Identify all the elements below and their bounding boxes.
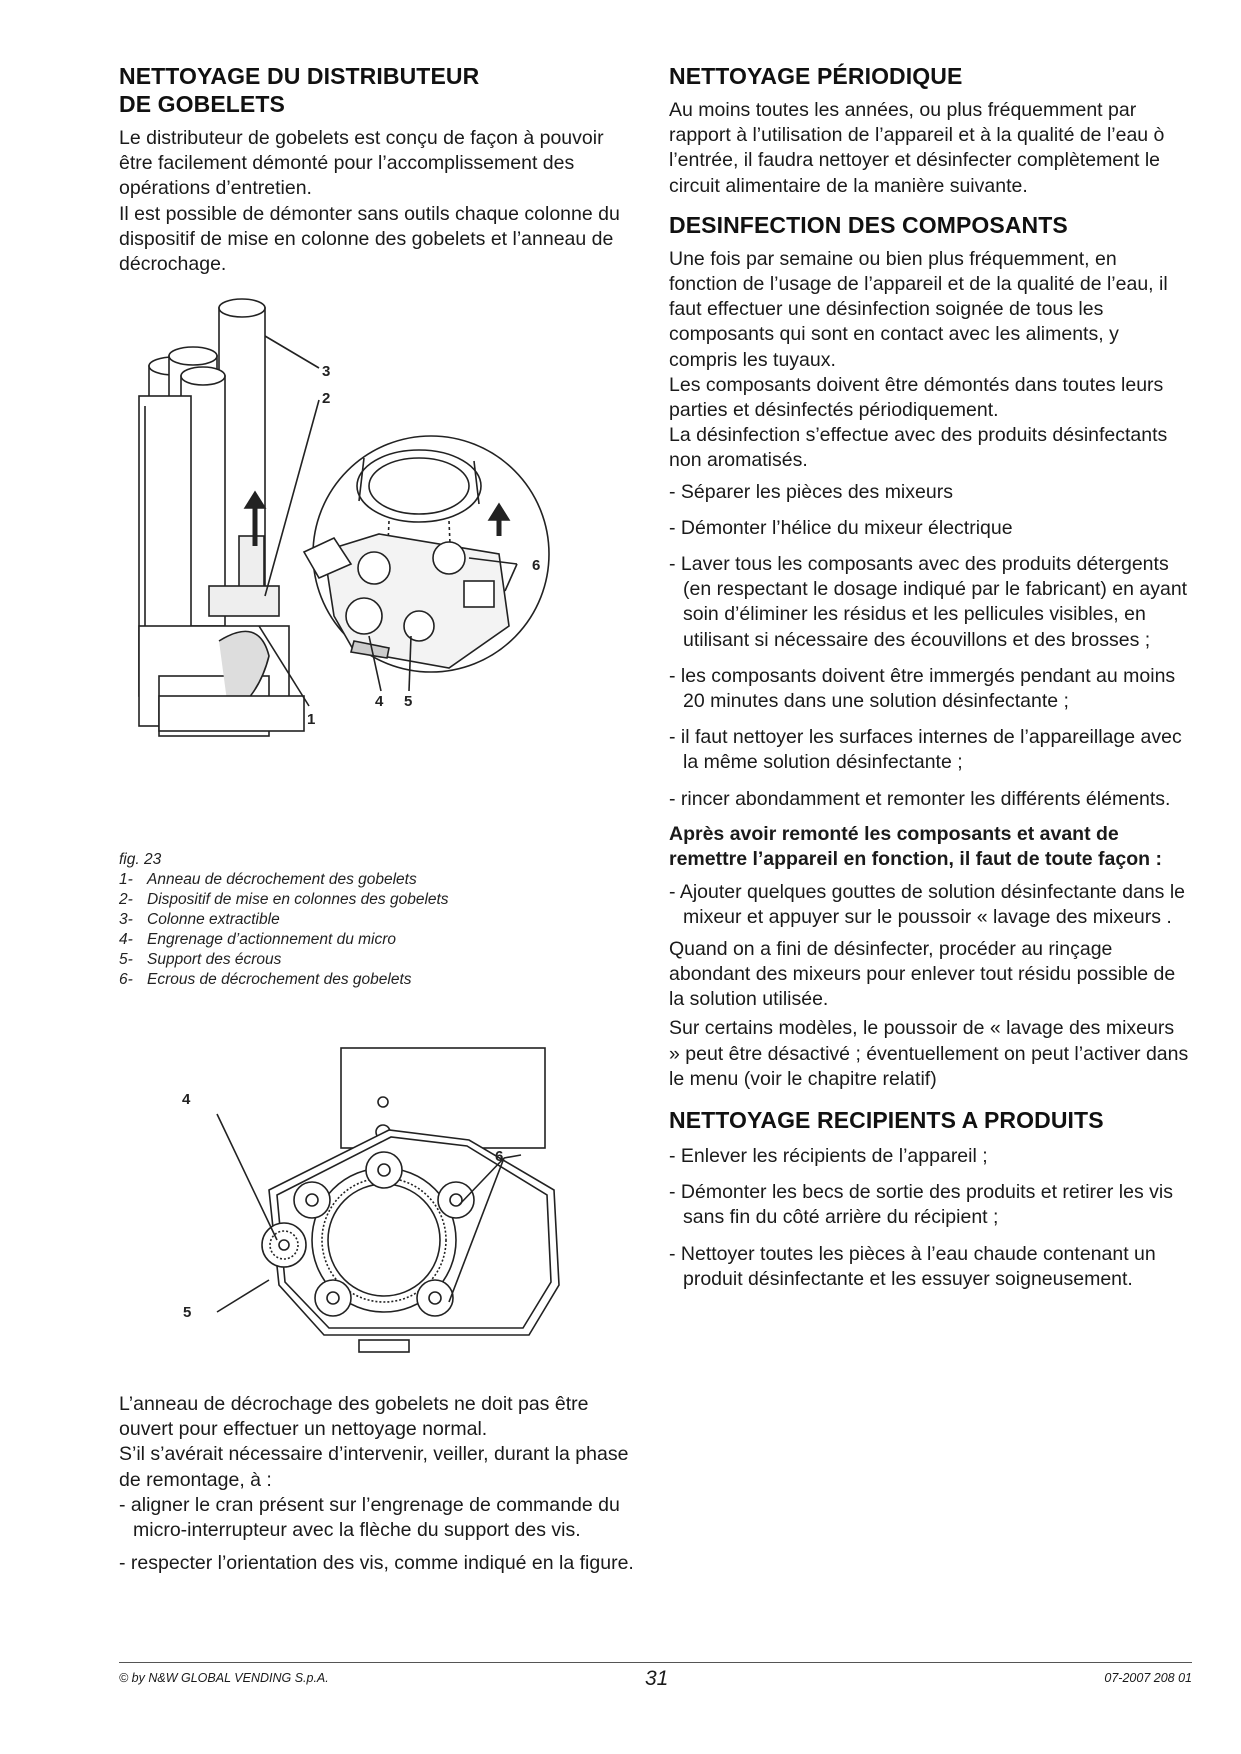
caption-item (119, 930, 639, 950)
rinse-paragraph: Quand on a fini de désinfecter, procéder au rinçage abondant des mixeurs pour enlever tout résidu possible de la solution utilisée. (669, 937, 1176, 1011)
title-line-1: NETTOYAGE DU DISTRIBUTEUR (119, 63, 480, 89)
page-number: 31 (645, 1667, 669, 1690)
section-title-recipients: NETTOYAGE RECIPIENTS A PRODUITS (669, 1106, 1104, 1133)
caption-item (119, 970, 639, 990)
after-remount-list (669, 880, 1189, 930)
callout-5: 5 (404, 693, 413, 710)
callout-6: 6 (532, 557, 541, 574)
wash-button-paragraph: Sur certains modèles, le poussoir de « lavage des mixeurs » peut être désactivé ; éventuellement on peut l’activer dans le menu (voir le chapitre relatif) (669, 1017, 1189, 1090)
callout-4: 4 (182, 1091, 191, 1108)
caption-item (119, 890, 639, 910)
section-title-periodique: NETTOYAGE PÉRIODIQUE (669, 63, 963, 89)
list-item: - Démonter les becs de sortie des produits et retirer les vis sans fin du côté arrière du récipient ; (669, 1181, 1173, 1229)
callout-5: 5 (183, 1304, 192, 1321)
caption-item (119, 870, 639, 890)
list-item: - Nettoyer toutes les pièces à l’eau chaude contenant un produit désinfectante et les essuyer soigneusement. (669, 1242, 1156, 1290)
intro-paragraph-2: Il est possible de démonter sans outils chaque colonne du dispositif de mise en colonne des gobelets et l’anneau de décrochage. (119, 202, 620, 276)
caption-item-text: Support des écrous (147, 951, 282, 968)
caption-item-number: 1- (119, 871, 133, 888)
ring-intervention: S’il s’avérait nécessaire d’intervenir, veiller, durant la phase de remontage, à : (119, 1443, 629, 1491)
callout-3: 3 (322, 363, 331, 380)
caption-item-text: Colonne extractible (147, 911, 280, 928)
caption-item-number: 3- (119, 911, 133, 928)
callout-4: 4 (375, 693, 384, 710)
periodique-text: Au moins toutes les années, ou plus fréquemment par rapport à l’utilisation de l’appareil et à la qualité de l’eau ò l’entrée, il faudra nettoyer et désinfecter complètement le circuit alimentaire de la manière suivante. (669, 99, 1165, 197)
ring-note: L’anneau de décrochage des gobelets ne doit pas être ouvert pour effectuer un nettoyage normal. (119, 1393, 589, 1441)
caption-item-number: 5- (119, 951, 133, 968)
section-title-distributeur (119, 62, 639, 118)
section-title-desinfection: DESINFECTION DES COMPOSANTS (669, 211, 1068, 238)
left-column (119, 62, 639, 277)
figure-ring-top-view (119, 1040, 639, 1380)
desinfection-steps (669, 480, 1189, 812)
list-item: - les composants doivent être immergés pendant au moins 20 minutes dans une solution désinfectante ; (669, 664, 1176, 713)
cup-dispenser-drawing (119, 296, 639, 826)
caption-item-text: Dispositif de mise en colonnes des gobelets (147, 891, 449, 908)
intro-paragraph-1: Le distributeur de gobelets est conçu de façon à pouvoir être facilement démonté pour l’accomplissement des opérations d’entretien. (119, 127, 604, 200)
list-item: - il faut nettoyer les surfaces internes de l’appareillage avec la même solution désinfectante ; (669, 726, 1182, 774)
figure-cup-dispenser-assembly (119, 296, 639, 826)
list-item: - Ajouter quelques gouttes de solution désinfectante dans le mixeur et appuyer sur le poussoir « lavage des mixeurs . (669, 881, 1186, 929)
recipients-steps (669, 1144, 1189, 1292)
callout-1: 1 (307, 711, 316, 728)
list-item: - Séparer les pièces des mixeurs (669, 480, 953, 503)
caption-item-number: 6- (119, 971, 133, 988)
left-bottom-text (119, 1392, 639, 1576)
list-item: - Laver tous les composants avec des produits détergents (en respectant le dosage indiqué par le fabricant) en ayant soin d’éliminer les résidus et les pellicules visibles, en utilisant si nécessaire des écouvillons et des brosses ; (669, 553, 1188, 651)
document-code: 07-2007 208 01 (1104, 1671, 1192, 1685)
list-item: - rincer abondamment et remonter les différents éléments. (669, 787, 1171, 810)
right-column (669, 62, 1189, 1292)
caption-item-text: Engrenage d’actionnement du micro (147, 931, 397, 948)
callout-2: 2 (322, 390, 331, 407)
ring-top-view-drawing (119, 1040, 639, 1380)
callout-6: 6 (495, 1148, 504, 1165)
desinfection-p3: La désinfection s’effectue avec des produits désinfectants non aromatisés. (669, 424, 1168, 472)
desinfection-p2: Les composants doivent être démontés dans toutes leurs parties et désinfectés périodiquement. (669, 373, 1164, 422)
footer-copyright: © by N&W GLOBAL VENDING S.p.A. (119, 1671, 329, 1685)
list-item: - aligner le cran présent sur l’engrenage de commande du micro-interrupteur avec la flèche du support des vis. (119, 1493, 620, 1542)
figure-number: fig. 23 (119, 851, 162, 868)
list-item: - Démonter l’hélice du mixeur électrique (669, 516, 1013, 539)
caption-item (119, 950, 639, 970)
caption-item-text: Anneau de décrochement des gobelets (147, 871, 417, 888)
desinfection-p1: Une fois par semaine ou bien plus fréquemment, en fonction de l’usage de l’appareil et de la qualité de l’eau, il faut effectuer une désinfection soignée de tous les composants qui sont en contact avec les aliments, y compris les tuyaux. (669, 247, 1168, 371)
title-line-2: DE GOBELETS (119, 91, 285, 117)
figure-caption (119, 850, 639, 990)
caption-item-number: 4- (119, 931, 133, 948)
caption-item (119, 910, 639, 930)
page-footer (119, 1662, 1192, 1690)
remount-list (119, 1493, 639, 1577)
caption-item-text: Ecrous de décrochement des gobelets (147, 971, 412, 988)
bold-note: Après avoir remonté les composants et avant de remettre l’appareil en fonction, il faut de toute façon : (669, 822, 1162, 871)
list-item: - Enlever les récipients de l’appareil ; (669, 1144, 988, 1167)
list-item: - respecter l’orientation des vis, comme indiqué en la figure. (119, 1552, 634, 1575)
caption-item-number: 2- (119, 891, 133, 908)
